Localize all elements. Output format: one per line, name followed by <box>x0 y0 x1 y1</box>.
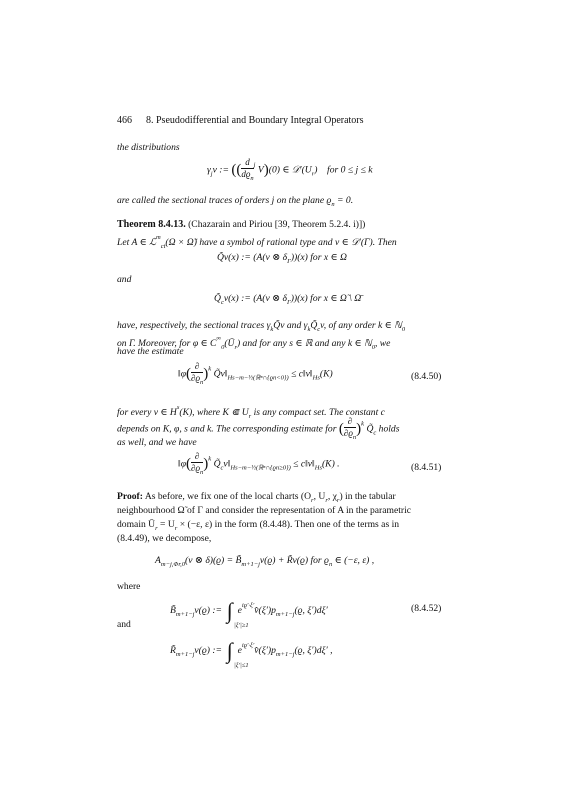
proof-line-4: (8.4.49), we decompose, <box>117 533 212 544</box>
equation-trace-definition: $\gamma_jv$ := (( $\frac{d}{dϱ_n}$ $^j$ V)(0) ∈ $𝒟'(U_r)$ for 0 ≤ j ≤ k <box>207 157 373 182</box>
intro-text: the distributions <box>117 142 180 153</box>
equation-q-tilde-c: $Q̃_cv(x)$ := (A(v ⊗ $\delta_\Gamma))(x)$ for x ∈ Ω̃ \ Ω̄ <box>214 293 362 306</box>
where-text: where <box>117 581 141 592</box>
equation-number-8-4-51: (8.4.51) <box>411 462 442 473</box>
proof-label: Proof: <box>117 491 143 502</box>
equation-number-8-4-52: (8.4.52) <box>411 603 442 614</box>
theorem-body-4: for every v ∈ $H^s(K)$, where K ⋐ $U_r$ is any compact set. The constant c <box>117 404 385 420</box>
proof-line-2: neighbourhood Ω̃ of Γ and consider the representation of A in the parametric <box>117 505 412 516</box>
theorem-body-3: have the estimate <box>117 346 184 357</box>
equation-r-tilde: $R̃_{m+1-j}v(ϱ)$ := ∫ $e^{iϱ'\cdot\xi'}v̂(\xi')p_{m+1-j}(ϱ$, ξ′)dξ′ , <box>170 638 333 663</box>
theorem-body-2: on Γ. Moreover, for φ ∈ $C^\infty_0(Ū_r)$ and for any s ∈ ℝ and any k ∈ ℕ$_0$, we <box>117 335 391 351</box>
theorem-label: Theorem 8.4.13. <box>117 219 186 230</box>
theorem-reference: (Chazarain and Piriou [39, Theorem 5.2.4. i)]) <box>188 219 366 230</box>
running-title: 8. Pseudodifferential and Boundary Integral Operators <box>146 115 364 126</box>
theorem-body-1: have, respectively, the sectional traces $\gamma_kQ̃v$ and $\gamma_kQ̃_cv$, of any order k ∈ ℕ$_0$ <box>117 320 406 333</box>
equation-b-tilde: $B̃_{m+1-j}v(ϱ)$ := ∫ $e^{iϱ'\cdot\xi'}v̂(\xi')p_{m+1-j}(ϱ$, ξ′)dξ′ <box>170 598 328 623</box>
equation-q-tilde: Q̃v(x) := (A(v ⊗ $\delta_\Gamma))(x)$ for x ∈ Ω <box>217 252 347 265</box>
and-text-1: and <box>117 274 132 285</box>
theorem-line-1: Let A ∈ ℒ$^m_{ct}$(Ω × Ω̃) have a symbol of rational type and v ∈ 𝒟′(Γ). Then <box>117 234 397 250</box>
theorem-body-5: depends on K, φ, s and k. The corresponding estimate for ( $\frac{\partial}{\partial ϱ_n}$ )$^k$ $Q̃_c$ holds <box>117 416 400 441</box>
proof-line-1: Proof: As before, we fix one of the local charts ($O_r$, $U_r$, $\chi_r$) in the tabular <box>117 491 396 504</box>
integral-limit-b: |ξ′|≥1 <box>234 622 249 629</box>
equation-number-8-4-50: (8.4.50) <box>411 371 442 382</box>
equation-decomposition: $A_{m-j,\Phi r,0}(v$ ⊗ $\delta)(ϱ) = B̃_{m+1-j}v(ϱ)$ + R̃v(ϱ) for $ϱ_n$ ∈ (−ε, ε) , <box>155 555 375 568</box>
estimate-4-8-51: ‖φ( $\frac{\partial}{\partial ϱ_n}$ )$^k$ $Q̃_cv‖_{Hs-m-\frac{1}{2}(ℝ^n\cap\{ϱn\ge 0\})}$ ≤ $c‖v‖_{Hs}(K)$ . <box>178 451 340 476</box>
estimate-4-8-50: ‖φ( $\frac{\partial}{\partial ϱ_n}$ )$^k$ $Q̃v‖_{Hs-m-\frac{1}{2}(ℝ^n\cap\{ϱn<0\})}$ ≤ $c‖v‖_{Hs}(K)$ <box>178 361 333 386</box>
integral-limit-r: |ξ′|≤1 <box>234 662 249 669</box>
page-number: 466 <box>117 115 132 126</box>
and-text-2: and <box>117 619 131 630</box>
theorem-body-6: as well, and we have <box>117 437 197 448</box>
theorem-heading <box>117 218 365 231</box>
proof-line-3: domain $Ū_r = U_r \times (-\varepsilon$, ε) in the form (8.4.48). Then one of the terms as in <box>117 519 400 532</box>
trace-description: are called the sectional traces of orders j on the plane $ϱ_n = 0$. <box>117 195 354 208</box>
